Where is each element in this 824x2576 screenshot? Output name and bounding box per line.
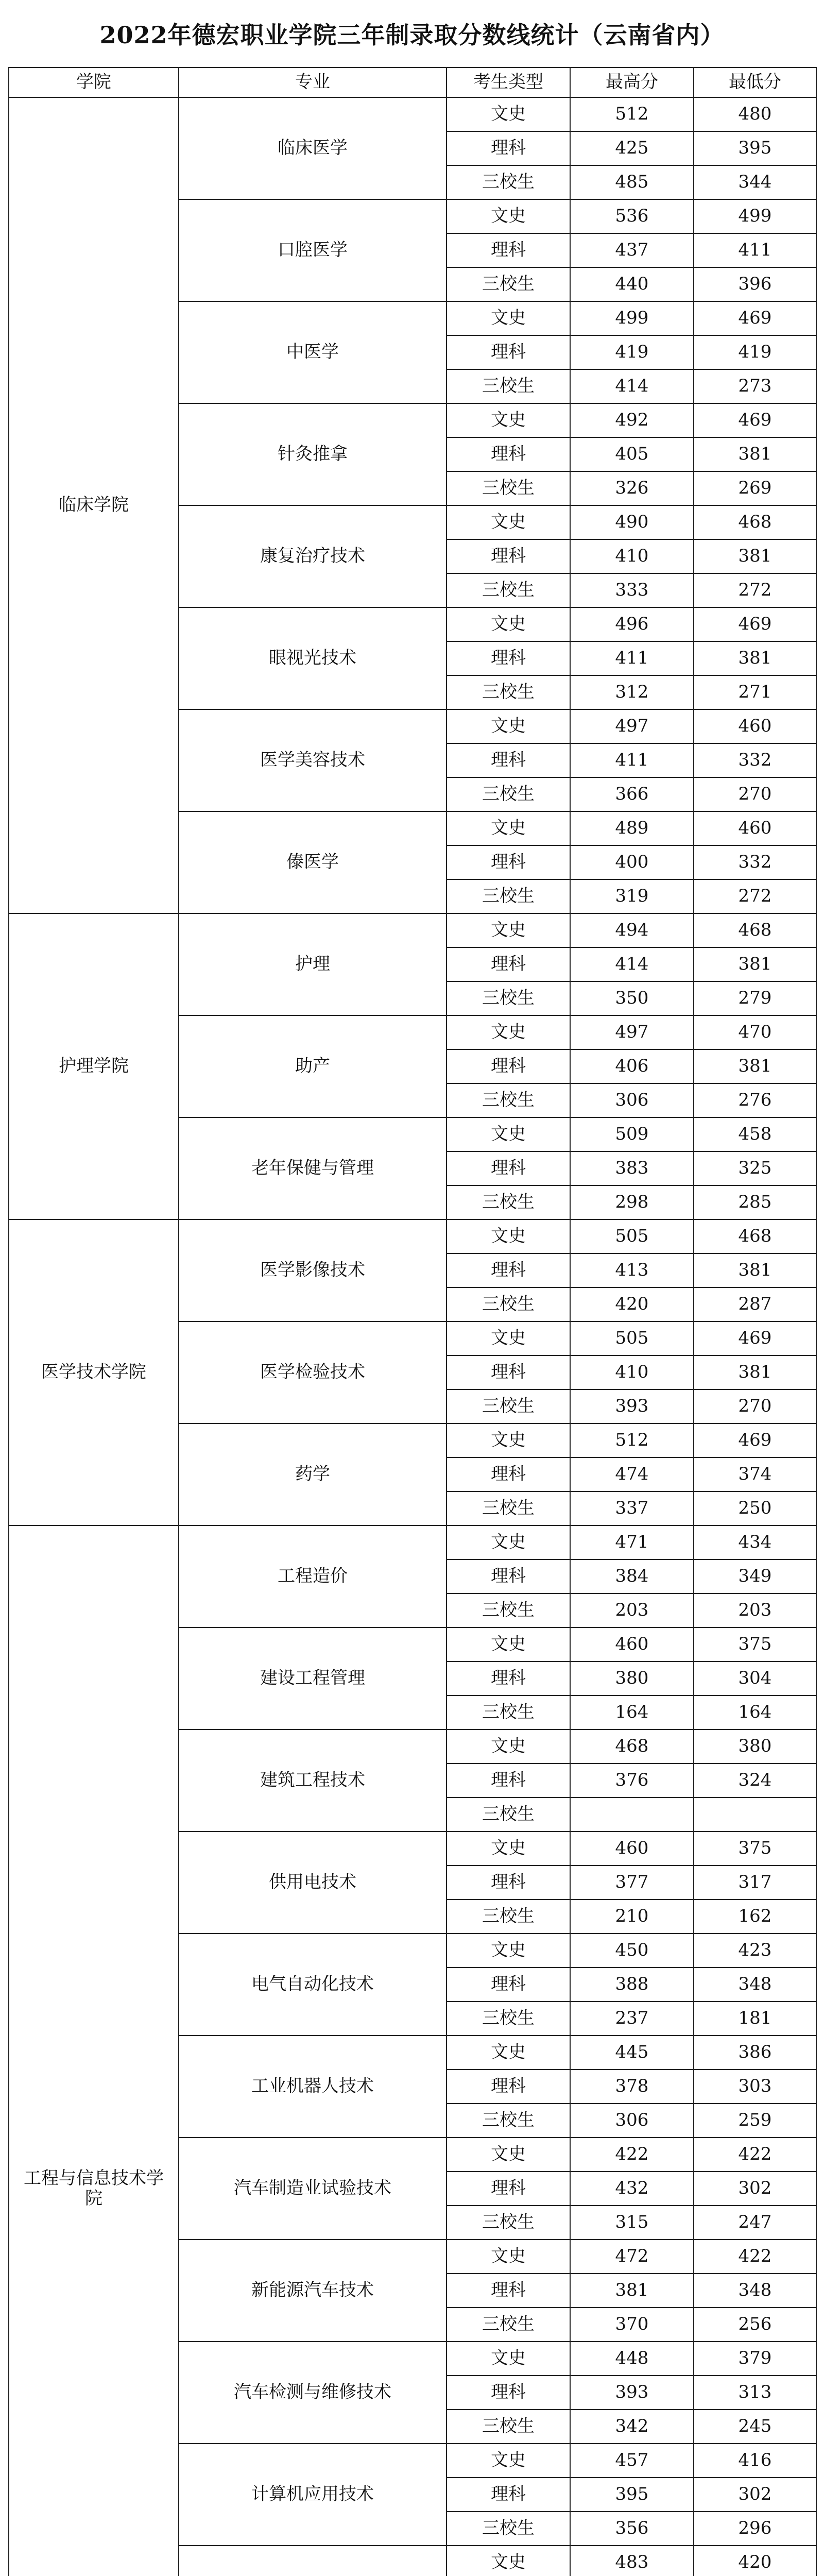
type-cell: 文史 [447, 1832, 570, 1866]
type-cell: 三校生 [447, 1389, 570, 1423]
type-cell: 文史 [447, 709, 570, 743]
high-cell: 342 [570, 2410, 694, 2444]
type-cell: 理科 [447, 845, 570, 879]
low-cell: 469 [694, 1321, 816, 1355]
low-cell: 332 [694, 743, 816, 777]
type-cell: 三校生 [447, 1696, 570, 1730]
major-cell: 临床医学 [179, 97, 447, 199]
low-cell: 273 [694, 369, 816, 403]
high-cell: 319 [570, 879, 694, 913]
type-cell: 三校生 [447, 981, 570, 1015]
high-cell [570, 1798, 694, 1832]
high-cell: 366 [570, 777, 694, 811]
low-cell: 460 [694, 709, 816, 743]
high-cell: 448 [570, 2342, 694, 2376]
major-cell: 医学影像技术 [179, 1219, 447, 1321]
low-cell: 162 [694, 1900, 816, 1934]
low-cell: 270 [694, 1389, 816, 1423]
type-cell: 三校生 [447, 2308, 570, 2342]
type-cell: 三校生 [447, 267, 570, 301]
low-cell: 245 [694, 2410, 816, 2444]
type-cell: 文史 [447, 2240, 570, 2274]
low-cell: 270 [694, 777, 816, 811]
high-cell: 380 [570, 1662, 694, 1696]
high-cell: 457 [570, 2444, 694, 2478]
major-cell: 建设工程管理 [179, 1628, 447, 1730]
low-cell: 381 [694, 437, 816, 471]
type-cell: 文史 [447, 1628, 570, 1662]
high-cell: 406 [570, 1049, 694, 1083]
major-cell [179, 2546, 447, 2576]
type-cell: 文史 [447, 2138, 570, 2172]
major-cell: 助产 [179, 1015, 447, 1117]
type-cell: 文史 [447, 2036, 570, 2070]
high-cell: 420 [570, 1287, 694, 1321]
low-cell: 276 [694, 1083, 816, 1117]
major-cell: 傣医学 [179, 811, 447, 913]
high-cell: 395 [570, 2478, 694, 2512]
type-cell: 理科 [447, 2478, 570, 2512]
college-cell: 医学技术学院 [9, 1219, 179, 1526]
type-cell: 三校生 [447, 1185, 570, 1219]
low-cell: 386 [694, 2036, 816, 2070]
major-cell: 供用电技术 [179, 1832, 447, 1934]
high-cell: 494 [570, 913, 694, 947]
high-cell: 337 [570, 1492, 694, 1526]
high-cell: 445 [570, 2036, 694, 2070]
low-cell: 469 [694, 1423, 816, 1458]
low-cell: 279 [694, 981, 816, 1015]
type-cell: 理科 [447, 2070, 570, 2104]
high-cell: 411 [570, 641, 694, 675]
high-cell: 492 [570, 403, 694, 437]
type-cell: 理科 [447, 2172, 570, 2206]
low-cell: 348 [694, 2274, 816, 2308]
low-cell: 381 [694, 641, 816, 675]
low-cell: 470 [694, 1015, 816, 1049]
high-cell: 474 [570, 1458, 694, 1492]
low-cell: 469 [694, 403, 816, 437]
high-cell: 437 [570, 233, 694, 267]
type-cell: 三校生 [447, 1492, 570, 1526]
table-row [9, 913, 816, 947]
header-college: 学院 [9, 67, 179, 97]
major-cell: 针灸推拿 [179, 403, 447, 505]
major-cell: 口腔医学 [179, 199, 447, 301]
table-row [9, 1219, 816, 1253]
low-cell: 313 [694, 2376, 816, 2410]
high-cell: 381 [570, 2274, 694, 2308]
low-cell: 379 [694, 2342, 816, 2376]
high-cell: 298 [570, 1185, 694, 1219]
major-cell: 工程造价 [179, 1526, 447, 1628]
low-cell: 256 [694, 2308, 816, 2342]
type-cell: 三校生 [447, 1900, 570, 1934]
type-cell: 理科 [447, 1662, 570, 1696]
high-cell: 512 [570, 1423, 694, 1458]
type-cell: 理科 [447, 233, 570, 267]
major-cell: 汽车检测与维修技术 [179, 2342, 447, 2444]
type-cell: 文史 [447, 199, 570, 233]
high-cell: 393 [570, 1389, 694, 1423]
low-cell: 272 [694, 573, 816, 607]
high-cell: 490 [570, 505, 694, 539]
high-cell: 312 [570, 675, 694, 709]
low-cell: 324 [694, 1764, 816, 1798]
high-cell: 350 [570, 981, 694, 1015]
high-cell: 384 [570, 1560, 694, 1594]
type-cell: 理科 [447, 2376, 570, 2410]
type-cell: 文史 [447, 1423, 570, 1458]
high-cell: 413 [570, 1253, 694, 1287]
low-cell: 469 [694, 607, 816, 641]
score-table [8, 67, 817, 2576]
low-cell: 272 [694, 879, 816, 913]
high-cell: 377 [570, 1866, 694, 1900]
low-cell: 164 [694, 1696, 816, 1730]
low-cell: 303 [694, 2070, 816, 2104]
low-cell: 423 [694, 1934, 816, 1968]
type-cell: 理科 [447, 1560, 570, 1594]
type-cell: 三校生 [447, 1594, 570, 1628]
major-cell: 电气自动化技术 [179, 1934, 447, 2036]
type-cell: 理科 [447, 335, 570, 369]
header-major: 专业 [179, 67, 447, 97]
high-cell: 414 [570, 369, 694, 403]
type-cell: 文史 [447, 1219, 570, 1253]
high-cell: 536 [570, 199, 694, 233]
low-cell: 460 [694, 811, 816, 845]
type-cell: 文史 [447, 1015, 570, 1049]
low-cell: 271 [694, 675, 816, 709]
low-cell: 203 [694, 1594, 816, 1628]
type-cell: 三校生 [447, 1798, 570, 1832]
high-cell: 422 [570, 2138, 694, 2172]
type-cell: 理科 [447, 1355, 570, 1389]
low-cell: 375 [694, 1628, 816, 1662]
high-cell: 512 [570, 97, 694, 131]
high-cell: 419 [570, 335, 694, 369]
high-cell: 370 [570, 2308, 694, 2342]
type-cell: 文史 [447, 1730, 570, 1764]
college-cell: 工程与信息技术学院 [9, 1526, 179, 2576]
type-cell: 三校生 [447, 471, 570, 505]
high-cell: 376 [570, 1764, 694, 1798]
low-cell: 458 [694, 1117, 816, 1151]
low-cell: 302 [694, 2478, 816, 2512]
low-cell: 468 [694, 913, 816, 947]
high-cell: 388 [570, 1968, 694, 2002]
low-cell: 344 [694, 165, 816, 199]
low-cell: 381 [694, 947, 816, 981]
low-cell: 434 [694, 1526, 816, 1560]
major-cell: 新能源汽车技术 [179, 2240, 447, 2342]
low-cell: 381 [694, 1253, 816, 1287]
low-cell: 422 [694, 2138, 816, 2172]
high-cell: 483 [570, 2546, 694, 2576]
low-cell: 374 [694, 1458, 816, 1492]
low-cell: 422 [694, 2240, 816, 2274]
high-cell: 497 [570, 1015, 694, 1049]
high-cell: 306 [570, 1083, 694, 1117]
major-cell: 康复治疗技术 [179, 505, 447, 607]
high-cell: 411 [570, 743, 694, 777]
type-cell: 文史 [447, 811, 570, 845]
high-cell: 440 [570, 267, 694, 301]
header-low: 最低分 [694, 67, 816, 97]
type-cell: 理科 [447, 1151, 570, 1185]
type-cell: 理科 [447, 539, 570, 573]
type-cell: 理科 [447, 743, 570, 777]
low-cell: 411 [694, 233, 816, 267]
type-cell: 三校生 [447, 2410, 570, 2444]
low-cell: 469 [694, 301, 816, 335]
header-high: 最高分 [570, 67, 694, 97]
low-cell: 375 [694, 1832, 816, 1866]
low-cell: 296 [694, 2512, 816, 2546]
low-cell: 468 [694, 505, 816, 539]
high-cell: 203 [570, 1594, 694, 1628]
low-cell: 325 [694, 1151, 816, 1185]
type-cell: 文史 [447, 301, 570, 335]
high-cell: 400 [570, 845, 694, 879]
low-cell: 381 [694, 1355, 816, 1389]
type-cell: 理科 [447, 1764, 570, 1798]
high-cell: 472 [570, 2240, 694, 2274]
table-row [9, 1526, 816, 1560]
low-cell: 480 [694, 97, 816, 131]
high-cell: 499 [570, 301, 694, 335]
type-cell: 理科 [447, 1253, 570, 1287]
low-cell: 380 [694, 1730, 816, 1764]
low-cell: 332 [694, 845, 816, 879]
type-cell: 三校生 [447, 165, 570, 199]
low-cell: 250 [694, 1492, 816, 1526]
high-cell: 306 [570, 2104, 694, 2138]
low-cell [694, 1798, 816, 1832]
low-cell: 396 [694, 267, 816, 301]
header-type: 考生类型 [447, 67, 570, 97]
low-cell: 395 [694, 131, 816, 165]
major-cell: 建筑工程技术 [179, 1730, 447, 1832]
type-cell: 三校生 [447, 573, 570, 607]
low-cell: 348 [694, 1968, 816, 2002]
high-cell: 383 [570, 1151, 694, 1185]
major-cell: 计算机应用技术 [179, 2444, 447, 2546]
high-cell: 505 [570, 1321, 694, 1355]
high-cell: 210 [570, 1900, 694, 1934]
high-cell: 468 [570, 1730, 694, 1764]
high-cell: 505 [570, 1219, 694, 1253]
major-cell: 医学美容技术 [179, 709, 447, 811]
type-cell: 文史 [447, 2444, 570, 2478]
type-cell: 三校生 [447, 2104, 570, 2138]
low-cell: 349 [694, 1560, 816, 1594]
low-cell: 381 [694, 1049, 816, 1083]
low-cell: 317 [694, 1866, 816, 1900]
type-cell: 理科 [447, 1458, 570, 1492]
high-cell: 393 [570, 2376, 694, 2410]
high-cell: 425 [570, 131, 694, 165]
type-cell: 三校生 [447, 2002, 570, 2036]
major-cell: 汽车制造业试验技术 [179, 2138, 447, 2240]
type-cell: 三校生 [447, 777, 570, 811]
type-cell: 文史 [447, 1117, 570, 1151]
type-cell: 理科 [447, 2274, 570, 2308]
type-cell: 三校生 [447, 2206, 570, 2240]
high-cell: 356 [570, 2512, 694, 2546]
low-cell: 468 [694, 1219, 816, 1253]
high-cell: 164 [570, 1696, 694, 1730]
high-cell: 485 [570, 165, 694, 199]
major-cell: 眼视光技术 [179, 607, 447, 709]
high-cell: 378 [570, 2070, 694, 2104]
high-cell: 497 [570, 709, 694, 743]
major-cell: 护理 [179, 913, 447, 1015]
high-cell: 450 [570, 1934, 694, 1968]
low-cell: 269 [694, 471, 816, 505]
high-cell: 471 [570, 1526, 694, 1560]
low-cell: 416 [694, 2444, 816, 2478]
document-title: 2022年德宏职业学院三年制录取分数线统计（云南省内） [99, 21, 725, 49]
high-cell: 509 [570, 1117, 694, 1151]
type-cell: 文史 [447, 1526, 570, 1560]
high-cell: 460 [570, 1628, 694, 1662]
high-cell: 237 [570, 2002, 694, 2036]
type-cell: 三校生 [447, 1083, 570, 1117]
type-cell: 理科 [447, 1866, 570, 1900]
type-cell: 三校生 [447, 879, 570, 913]
low-cell: 420 [694, 2546, 816, 2576]
type-cell: 理科 [447, 131, 570, 165]
type-cell: 理科 [447, 1049, 570, 1083]
low-cell: 287 [694, 1287, 816, 1321]
type-cell: 三校生 [447, 1287, 570, 1321]
high-cell: 414 [570, 947, 694, 981]
type-cell: 三校生 [447, 675, 570, 709]
major-cell: 老年保健与管理 [179, 1117, 447, 1219]
high-cell: 333 [570, 573, 694, 607]
college-cell: 临床学院 [9, 97, 179, 913]
low-cell: 247 [694, 2206, 816, 2240]
type-cell: 理科 [447, 947, 570, 981]
major-cell: 医学检验技术 [179, 1321, 447, 1423]
high-cell: 460 [570, 1832, 694, 1866]
type-cell: 理科 [447, 641, 570, 675]
high-cell: 410 [570, 1355, 694, 1389]
low-cell: 181 [694, 2002, 816, 2036]
major-cell: 中医学 [179, 301, 447, 403]
type-cell: 文史 [447, 403, 570, 437]
low-cell: 304 [694, 1662, 816, 1696]
type-cell: 文史 [447, 1321, 570, 1355]
major-cell: 工业机器人技术 [179, 2036, 447, 2138]
type-cell: 文史 [447, 2342, 570, 2376]
type-cell: 文史 [447, 607, 570, 641]
high-cell: 432 [570, 2172, 694, 2206]
low-cell: 259 [694, 2104, 816, 2138]
low-cell: 381 [694, 539, 816, 573]
high-cell: 489 [570, 811, 694, 845]
type-cell: 文史 [447, 1934, 570, 1968]
low-cell: 302 [694, 2172, 816, 2206]
high-cell: 405 [570, 437, 694, 471]
type-cell: 三校生 [447, 369, 570, 403]
type-cell: 文史 [447, 2546, 570, 2576]
high-cell: 496 [570, 607, 694, 641]
college-cell: 护理学院 [9, 913, 179, 1219]
type-cell: 文史 [447, 505, 570, 539]
table-body [9, 97, 816, 2576]
type-cell: 理科 [447, 437, 570, 471]
type-cell: 理科 [447, 1968, 570, 2002]
type-cell: 文史 [447, 913, 570, 947]
table-row [9, 97, 816, 131]
low-cell: 499 [694, 199, 816, 233]
major-cell: 药学 [179, 1423, 447, 1526]
header-row [9, 67, 816, 97]
high-cell: 315 [570, 2206, 694, 2240]
high-cell: 410 [570, 539, 694, 573]
low-cell: 419 [694, 335, 816, 369]
low-cell: 285 [694, 1185, 816, 1219]
type-cell: 文史 [447, 97, 570, 131]
high-cell: 326 [570, 471, 694, 505]
type-cell: 三校生 [447, 2512, 570, 2546]
